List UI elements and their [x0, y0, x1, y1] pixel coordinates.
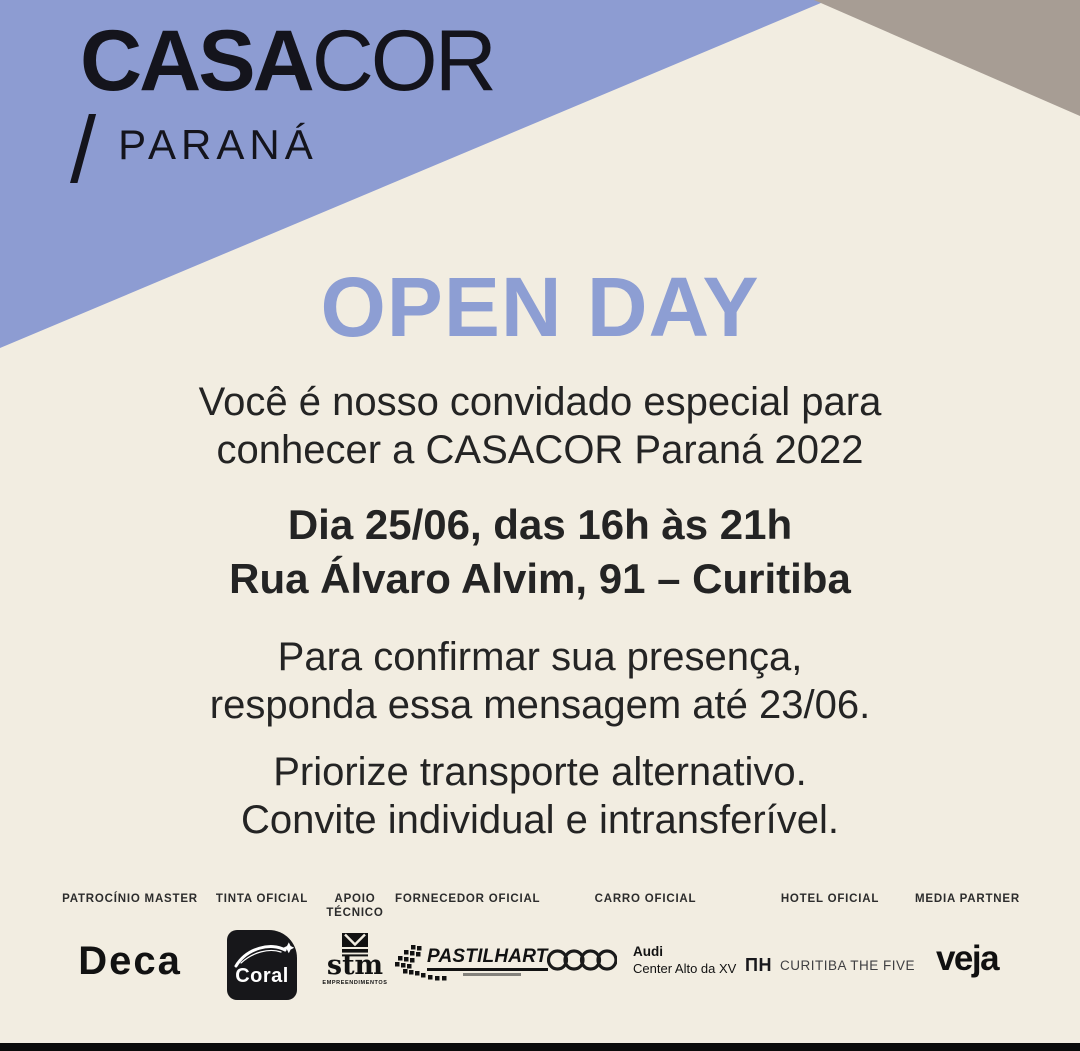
sponsor-label-carro-oficial: CARRO OFICIAL [594, 893, 697, 905]
slash-mark: / [70, 97, 97, 202]
notes-line-2: Convite individual e intransferível. [240, 798, 840, 842]
sponsor-stm [317, 893, 393, 1015]
nh-hotel-logo [744, 955, 916, 976]
rsvp-paragraph [0, 633, 1080, 729]
sponsor-pastilhart [395, 893, 548, 1015]
sponsor-deca [58, 893, 202, 1015]
audi-wordmark: Audi [633, 944, 663, 959]
audi-rings-icon [547, 944, 617, 976]
audi-dealer-name: Center Alto da XV [633, 960, 737, 976]
stm-wordmark: stm [326, 950, 384, 981]
casacor-wordmark-light: COR [311, 13, 494, 109]
bottom-black-bar [0, 1043, 1080, 1051]
coral-wordmark: Coral [235, 965, 289, 987]
nh-mark: ΠH [744, 955, 772, 975]
casacor-logo [70, 13, 494, 202]
intro-line-1: Você é nosso convidado especial para [198, 380, 882, 424]
casacor-region [70, 97, 494, 202]
sponsor-label-hotel-oficial: HOTEL OFICIAL [780, 893, 880, 905]
audi-dealer-text [633, 943, 736, 977]
intro-paragraph [0, 378, 1080, 474]
stm-subtext: EMPREENDIMENTOS [322, 980, 388, 986]
sponsor-label-apoio-tecnico: APOIO TÉCNICO [326, 893, 384, 919]
deca-logo: Deca [78, 939, 182, 983]
intro-line-2: conhecer a CASACOR Paraná 2022 [216, 428, 864, 472]
sponsor-nh-hotel [744, 893, 916, 1015]
nh-hotel-name: CURITIBA THE FIVE [779, 958, 916, 973]
event-date-time: Dia 25/06, das 16h às 21h [287, 501, 793, 548]
sponsor-veja [915, 893, 1019, 1015]
sponsor-coral [212, 893, 312, 1015]
casacor-wordmark [80, 13, 494, 109]
pastilhart-logo [395, 943, 548, 989]
pastilhart-subtext-bar [463, 973, 521, 976]
region-label: PARANÁ [118, 121, 318, 169]
event-address: Rua Álvaro Alvim, 91 – Curitiba [229, 555, 851, 602]
casacor-wordmark-bold: CASA [80, 13, 312, 109]
sponsor-label-media-partner: MEDIA PARTNER [915, 893, 1020, 905]
sponsor-label-patrocinio-master: PATROCÍNIO MASTER [62, 893, 198, 905]
notes-paragraph [0, 748, 1080, 844]
sponsor-label-tinta-oficial: TINTA OFICIAL [215, 893, 309, 905]
pastilhart-wordmark: PASTILHART [427, 947, 548, 971]
veja-logo: veja [935, 939, 999, 978]
stm-logo [317, 933, 393, 986]
coral-logo [227, 930, 297, 1000]
headline-open-day: OPEN DAY [320, 260, 760, 354]
sponsor-audi [543, 893, 748, 1015]
notes-line-1: Priorize transporte alternativo. [273, 750, 807, 794]
rsvp-line-2: responda essa mensagem até 23/06. [209, 683, 871, 727]
rsvp-line-1: Para confirmar sua presença, [277, 635, 803, 679]
audi-logo [547, 943, 736, 977]
sponsor-label-fornecedor-oficial: FORNECEDOR OFICIAL [395, 893, 541, 905]
event-details-paragraph [0, 498, 1080, 606]
